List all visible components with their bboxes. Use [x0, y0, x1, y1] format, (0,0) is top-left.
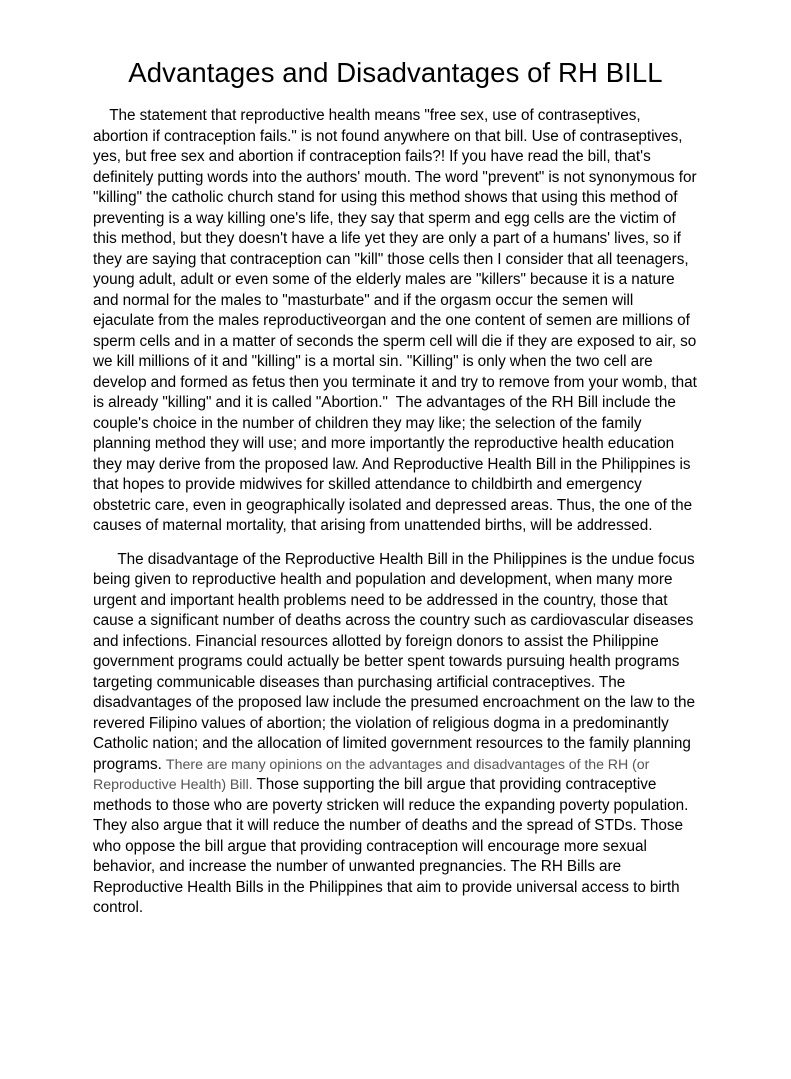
paragraph-disadvantages [93, 550, 698, 919]
paragraph-disadvantages-text: The disadvantage of the Reproductive Health Bill in the Philippines is the undue focus being given to reproductive health and population and development, when many more urgent and important health problems need to be addressed in the country, those that cause a significant number of deaths across the country such as cardiovascular diseases and infections. Financial resources allotted by foreign donors to assist the Philippine government programs could actually be better spent towards pursuing health programs targeting communicable diseases than purchasing artificial contraceptives. The disadvantages of the proposed law include the presumed encroachment on the law to the revered Filipino values of abortion; the violation of religious dogma in a predominantly Catholic nation; and the allocation of limited government resources to the family planning programs. [93, 550, 700, 773]
paragraph-advantages: The statement that reproductive health means "free sex, use of contraseptives, abortion if contraception fails." is not found anywhere on that bill. Use of contraseptives, yes, but free sex and abortion if contraception fails?! If you have read the bill, that's definitely putting words into the authors' mouth. The word "prevent" is not synonymous for "killing" the catholic church stand for using this method shows that using this method of preventing is a way killing one's life, they say that sperm and egg cells are the victim of this method, but they doesn't have a life yet they are only a part of a humans' lives, so if they are saying that contraception can "kill" those cells then I consider that all teenagers, young adult, adult or even some of the elderly males are "killers" because it is a nature and normal for the males to "masturbate" and if the orgasm occur the semen will ejaculate from the males reproductiveorgan and the one content of semen are millions of sperm cells and in a matter of seconds the sperm cell will die if they are exposed to air, so we kill millions of it and "killing" is a mortal sin. "Killing" is only when the two cell are develop and formed as fetus then you terminate it and try to remove from your womb, that is already "killing" and it is called "Abortion." The advantages of the RH Bill include the couple's choice in the number of children they may like; the selection of the family planning method they will use; and more importantly the reproductive health education they may derive from the proposed law. And Reproductive Health Bill in the Philippines is that hopes to provide midwives for skilled attendance to childbirth and emergency obstetric care, even in geographically isolated and depressed areas. Thus, the one of the causes of maternal mortality, that arising from unattended births, will be addressed. [93, 107, 701, 534]
document-title: Advantages and Disadvantages of RH BILL [128, 57, 663, 88]
paragraph-supporters-text: Those supporting the bill argue that providing contraceptive methods to those who are poverty stricken will reduce the expanding poverty population. They also argue that it will reduce the number of deaths and the spread of STDs. Those who oppose the bill argue that providing contraception will encourage more sexual behavior, and increase the number of unwanted pregnancies. The RH Bills are Reproductive Health Bills in the Philippines that aim to provide universal access to birth control. [93, 776, 693, 916]
paragraph-opinions-quote: There are many opinions on the advantages and disadvantages of the RH (or Reproductive Health) Bill. [93, 756, 654, 793]
document-page [0, 56, 791, 1079]
